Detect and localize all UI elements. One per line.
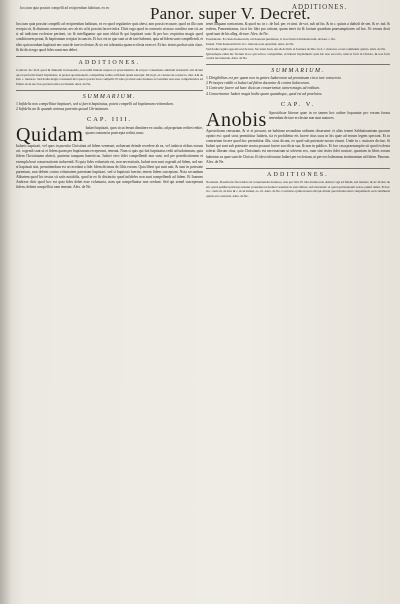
header-left-note: hoc,tum quia possint compelli ad recipiendum habitum, ex eo (20, 6, 110, 10)
summarium-number: 3 (206, 86, 208, 91)
left-divider-1 (16, 56, 203, 57)
left-chapter-opening (16, 124, 203, 147)
right-divider-2 (206, 168, 390, 169)
left-summarium-item (16, 107, 203, 112)
right-note: Sed hodie regula opposita est de iure. Sic tenet Ioan. An. & Archid. et Ioannes de Imo. in d. c. maiores. et est communis opinio. Alex. de Ne. (206, 46, 386, 51)
summarium-number: 2 (16, 106, 18, 111)
right-note: Examinatio. Ecclesia Iudaeorum, vel haeresis punitione, vt in ecclesia Christianorum, de haer. c. fin. (206, 37, 336, 42)
right-chapter-incipit: Anobis (206, 108, 267, 131)
left-divider-2 (16, 90, 203, 91)
summarium-number: 4 (206, 91, 208, 96)
right-note: Quicumque enim hic faciunt in eo qui ad hoc compellitur, ut habeat baptismum: quia hic non est ratio, nam et facit in Christo, & non facit contra ius naturale. Alex. de Ne. (206, 51, 390, 61)
summarium-number: 1 (16, 101, 18, 106)
right-additiones-heading: ADDITIONES. (266, 171, 330, 178)
summarium-number: 2 (206, 81, 208, 86)
summarium-text: Infidelis an & quando animus parentis quoad Christianum. (18, 106, 109, 111)
left-summarium-heading: SUMMARIUM. (82, 93, 137, 100)
binding-shadow (0, 0, 12, 604)
right-chapter-lead: Apostolicae litterae quae in eo tamen hoc ordine loquuntur pro eorum forma tenendum de iure ecclesiae non sunt maiores. (268, 110, 390, 120)
summarium-text: Dirigibilitas est per quam non in gentes Iudaeorum ad promissam circa iure conuersio. (208, 75, 342, 80)
right-chapter-body: Apostolicam censuram, & vt et possunt, ne habitum secundum ordinem obseruent: et alias tenent Sabbatizantium quorum opinio est: quod sicut permittitur Iudaeis, ita et prohibetur eis facere ritus suos in his quae ad eorum legem spectant. Et in contrarium facere quod hoc permittitur illis, sicut dicunt, eo quod sub potestate nostra viuunt. Unde in c. maiores dicitur: Si Iudaei qui sunt sub potestate nostra possunt facere sacrificia sua, & non in publico. Et hoc casu praesumptio sit quod ecclesia tolerat illorum ritus, quia Christianis est necessarium ut tolerent eos, cum sint testes fidei nostrae, quoniam in libris eorum habentur ea quae sunt de Christo. Et ideo tolerantur Iudaei per ecclesiam, ut per eos habeamus testimonium ad fidem. Panorm. Alex. de Ne. (206, 128, 390, 164)
right-note: Iudaei. Vide Iudaeorum hic in c. maiores non quaeritur. Alex. de Ne. (206, 42, 294, 47)
left-chapter-incipit: Quidam (16, 124, 84, 147)
right-chapter-opening (206, 108, 390, 131)
left-chapter-lead: Iudaei baptizati, quos sicut ferunt dimittere ex studio, ad proprium rediret redire, quam constant in praecepta ordini, nunc. (85, 126, 203, 136)
left-chapter-body: Iudaeis baptizati, vel quos in pueritia Christiani ad fidem venerunt, noluerunt deinde recedere ab ea, vel iudaicis ritibus eorum uti: cogendi sunt ut et fidem quam per baptismum receperunt, teneant. Nam si quis qui fuit baptizatus redit ad iudaismum, quia fidem Christianam abiecit, punietur tanquam haereticus. Iudaei vero fidei compellendi non sunt, sed per praedicationem et exempla boni conuersationis inducendi. Et quia fides voluntatis est, non necessitatis, Iudaei non sunt cogendi ad fidem, sed nec si baptizati sint, permittendum est ut recedant a fide. Idem dicimus de filiis eorum. Quia liberi qui sunt nati, & sunt in potestate parentum, non debent contra voluntatem parentum baptizari, sed si baptizati fuerint, tenent fidem susceptam. Nota secundum Abbatem quod hic textus sit satis notabilis, quod in eo fit distinctio quod infideles non sunt compellendi ad fidem. Et Ioannes Andreae dicit quod hoc est quia fides debet esse voluntaria, nam qui compelluntur non credunt. Sed qui semel susceperunt fidem, debent compelli ut eam teneant. Alex. de Ne. (16, 144, 203, 190)
running-title: Panor. super V. Decret. (150, 4, 311, 23)
summarium-text: Infidelis non compellitur baptizari, sed si fuerit baptizatus, potest compelli ad baptismum retinendum. (18, 101, 174, 106)
right-additiones-text: Nouitatis. Praedicatio fieri debet ad conuertendos Iudaeos, non per vim. Et ideo Iudaei non debent cogi ad fidem, sed inuitari, & sic dicitur de eis: quod quilibet princeps tenetur prouidere ne Iudaei vexentur in suis ritibus, sed tolerentur: et quod qui Iudaeum vexat, puniri debet. Et hoc in c. cum sit, de Iud. & c. sicut Iudaei, eo. tit. Alex. de Ne. Contrarie opinioni sunt alii qui dicunt quod Iudaei sunt compellendi, sed communis opinio est contraria. Alex. de Ne. (206, 179, 390, 198)
right-column (206, 22, 390, 199)
left-column (16, 22, 203, 191)
left-additiones-heading: ADDITIONES. (78, 59, 141, 66)
right-summarium-item (206, 92, 390, 97)
left-body-text-top: hoc,tum quia possint compelli ad recipiendum habitum, ex eo quod regulariter quis abest, non possit recusare, quod ea illa cum recepta sit, & diuinum conseruetur, nec ab eis ut hi possint facere infra. Dicit ergo quod in contrario ut nouo conditor non sit, an si ad iudicium ecclesiae pertinet, sic & intelliguntur qui sunt oblati & qui baptizati sunt: & per hoc requiritur magis quod conditionem ponat, & baptismum recipiat in sanctis. Et hoc est in quo sunt ut de iure habeant, quia ad fidem sunt compellendi, et ideo quia nondum baptizati nec sunt de iure ecclesiae, & sic est tolerantia quam ecclesia exercet. Et hoc textus probat satis clare, & ibi dicit ergo quod fides sumi non debet. (16, 22, 203, 52)
right-summarium-heading: SUMMARIUM. (271, 67, 325, 74)
right-chapter-heading: CAP. V. (280, 100, 316, 108)
right-divider-1 (206, 64, 390, 65)
summarium-number: 1 (206, 75, 208, 80)
summarium-text: Contrarie facere ad haec dicta an conuertentur, tamen magis ad reditum. (208, 86, 320, 91)
header-folio: ADDITIONES. (292, 3, 348, 11)
left-chapter-heading: CAP. IIII. (86, 116, 133, 124)
summarium-text: Principes reddit vt Iudaei ad fidem ducantur & contra Iudaeorum. (208, 81, 310, 86)
right-body-text-top: tenet aliquam contrariam, & quod no. in c. de Iud. per. et simi. de vot. sub ad fin. & in c. quiuis a diaboli de sen. & re. iud. & eodem, Panormitanus, facit hic libri pro ratione, quam tenet ita & faciunt quaedam praesumptiones ad hoc. Et verum dixit quod sunt de his alleg. de iure. Alex. de Ne. (206, 22, 390, 37)
left-additiones-text: Contrari. hic dicit quod & diuinum in mouendo, non nulli mutant seipsos et praecedentes: & est per conueniens animum statuendi: alii dicunt quod qui facile fuerit baptizatus, et postea apostatauerit, compellitur redire ad fidem quam suscepit. Ibi in gl. ex canone de consecra. dist. 4 & de Iud. c. maiores. Sed hodie magis consueuit dici quod oportet istos compelli. Et ideo probant adeo Iudaeos et Gentiles non esse compellendos ad fidem, sicut nec hos qui sunt extra ecclesiam. Alex. de Ne. (16, 67, 203, 87)
summarium-text: Conuertuntur Iudaei magis hodie quam quandoque, quod est ad praelatos. (208, 91, 323, 96)
